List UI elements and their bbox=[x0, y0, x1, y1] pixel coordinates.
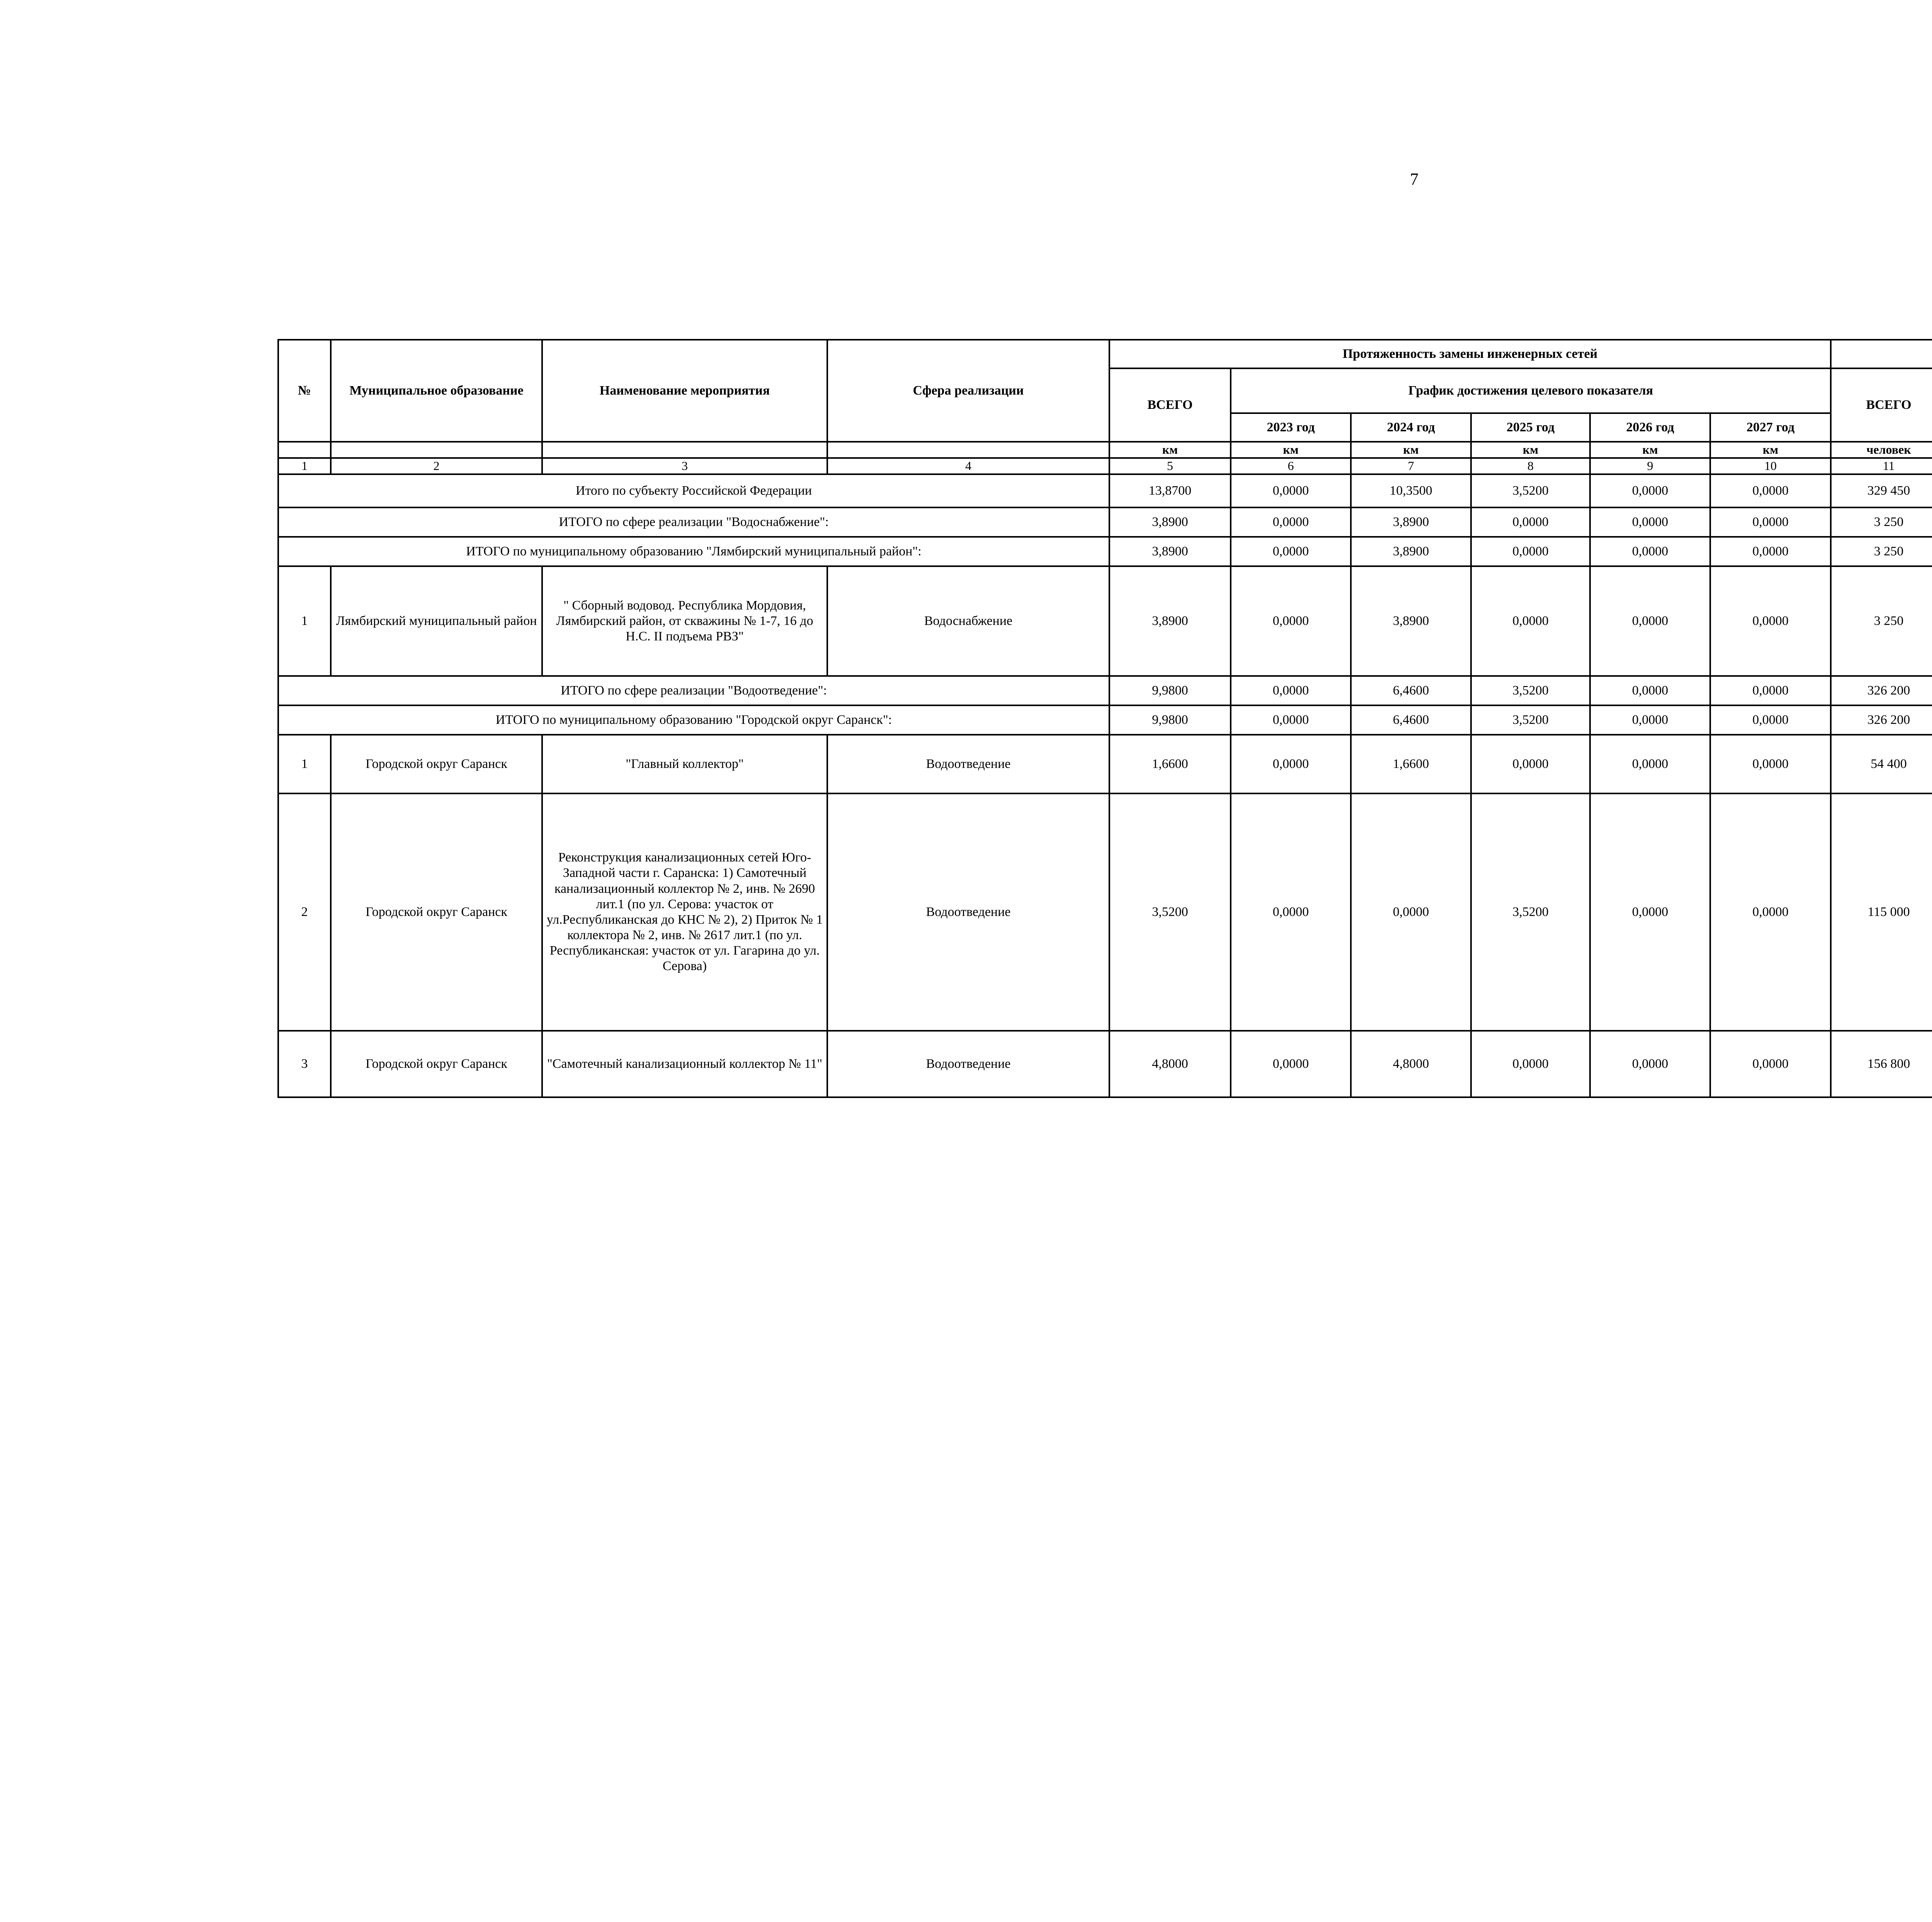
row-value: 3,8900 bbox=[1109, 537, 1231, 566]
row-value: 0,0000 bbox=[1231, 793, 1351, 1031]
unit-km: км bbox=[1231, 442, 1351, 458]
row-value: 6,4600 bbox=[1351, 705, 1471, 735]
column-number: 5 bbox=[1109, 458, 1231, 474]
row-value: 4,8000 bbox=[1109, 1031, 1231, 1097]
row-value: 0,0000 bbox=[1231, 566, 1351, 676]
row-value: 3,8900 bbox=[1109, 507, 1231, 537]
row-value: 3,5200 bbox=[1471, 474, 1590, 507]
row-value: 3 250 bbox=[1831, 566, 1932, 676]
column-number: 4 bbox=[827, 458, 1109, 474]
table-row bbox=[278, 735, 1932, 793]
row-value: 3,5200 bbox=[1471, 793, 1590, 1031]
row-municipality: Городской округ Саранск bbox=[331, 735, 542, 793]
column-number: 11 bbox=[1831, 458, 1932, 474]
row-value: 0,0000 bbox=[1231, 735, 1351, 793]
total-row-label: ИТОГО по сфере реализации "Водоснабжение": bbox=[278, 507, 1109, 537]
row-value: 0,0000 bbox=[1231, 1031, 1351, 1097]
header-year: 2024 год bbox=[1351, 413, 1471, 442]
row-value: 0,0000 bbox=[1231, 507, 1351, 537]
row-event: Реконструкция канализационных сетей Юго-Западной части г. Саранска: 1) Самотечный канализационный коллектор № 2, инв. № 2690 лит.1 (по ул. Серова: участок от ул.Республиканская до КНС № 2), 2) Приток № 1 коллектора № 2, инв. № 2617 лит.1 (по ул. Республиканская: участок от ул. Гагарина до ул. Серова) bbox=[542, 793, 827, 1031]
row-value: 0,0000 bbox=[1710, 566, 1831, 676]
row-value: 0,0000 bbox=[1710, 735, 1831, 793]
row-value: 0,0000 bbox=[1710, 537, 1831, 566]
page-number: 7 bbox=[1410, 170, 1418, 189]
row-municipality: Лямбирский муниципальный район bbox=[331, 566, 542, 676]
row-event: "Самотечный канализационный коллектор № 11" bbox=[542, 1031, 827, 1097]
total-row bbox=[278, 705, 1932, 735]
networks-table bbox=[277, 339, 1932, 1098]
row-sphere: Водоснабжение bbox=[827, 566, 1109, 676]
row-value: 3,5200 bbox=[1109, 793, 1231, 1031]
header-num: № bbox=[278, 340, 331, 442]
row-value: 0,0000 bbox=[1710, 676, 1831, 705]
row-value: 0,0000 bbox=[1590, 735, 1710, 793]
table-body bbox=[278, 474, 1932, 1097]
total-row bbox=[278, 537, 1932, 566]
row-value: 0,0000 bbox=[1351, 793, 1471, 1031]
row-value: 326 200 bbox=[1831, 676, 1932, 705]
row-value: 0,0000 bbox=[1590, 507, 1710, 537]
row-value: 0,0000 bbox=[1710, 793, 1831, 1031]
table-row bbox=[278, 566, 1932, 676]
column-number: 3 bbox=[542, 458, 827, 474]
unit-km: км bbox=[1471, 442, 1590, 458]
row-value: 115 000 bbox=[1831, 793, 1932, 1031]
row-number: 1 bbox=[278, 566, 331, 676]
row-sphere: Водоотведение bbox=[827, 735, 1109, 793]
row-value: 0,0000 bbox=[1231, 676, 1351, 705]
header-sphere: Сфера реализации bbox=[827, 340, 1109, 442]
column-number: 2 bbox=[331, 458, 542, 474]
row-value: 0,0000 bbox=[1590, 537, 1710, 566]
row-value: 0,0000 bbox=[1710, 705, 1831, 735]
header-networks-group: Протяженность замены инженерных сетей bbox=[1109, 340, 1831, 368]
column-number: 9 bbox=[1590, 458, 1710, 474]
header-schedule-km: График достижения целевого показателя bbox=[1231, 368, 1831, 413]
row-number: 3 bbox=[278, 1031, 331, 1097]
unit-km: км bbox=[1109, 442, 1231, 458]
row-number: 2 bbox=[278, 793, 331, 1031]
row-value: 0,0000 bbox=[1231, 537, 1351, 566]
unit-km: км bbox=[1351, 442, 1471, 458]
total-row-label: ИТОГО по муниципальному образованию "Городской округ Саранск": bbox=[278, 705, 1109, 735]
row-value: 0,0000 bbox=[1471, 735, 1590, 793]
row-value: 0,0000 bbox=[1590, 566, 1710, 676]
row-value: 3,8900 bbox=[1109, 566, 1231, 676]
row-value: 10,3500 bbox=[1351, 474, 1471, 507]
row-sphere: Водоотведение bbox=[827, 793, 1109, 1031]
column-number: 7 bbox=[1351, 458, 1471, 474]
header-event: Наименование мероприятия bbox=[542, 340, 827, 442]
row-value: 326 200 bbox=[1831, 705, 1932, 735]
column-number: 10 bbox=[1710, 458, 1831, 474]
column-number: 6 bbox=[1231, 458, 1351, 474]
row-value: 13,8700 bbox=[1109, 474, 1231, 507]
header-total-km: ВСЕГО bbox=[1109, 368, 1231, 442]
header-people-group bbox=[1831, 340, 1932, 368]
header-year: 2023 год bbox=[1231, 413, 1351, 442]
header-year: 2025 год bbox=[1471, 413, 1590, 442]
row-value: 0,0000 bbox=[1590, 474, 1710, 507]
unit-km: км bbox=[1590, 442, 1710, 458]
row-value: 0,0000 bbox=[1471, 537, 1590, 566]
row-value: 0,0000 bbox=[1710, 507, 1831, 537]
header-year: 2027 год bbox=[1710, 413, 1831, 442]
row-value: 0,0000 bbox=[1590, 1031, 1710, 1097]
row-value: 0,0000 bbox=[1710, 1031, 1831, 1097]
table-row bbox=[278, 1031, 1932, 1097]
row-value: 0,0000 bbox=[1471, 1031, 1590, 1097]
row-value: 3,8900 bbox=[1351, 537, 1471, 566]
row-sphere: Водоотведение bbox=[827, 1031, 1109, 1097]
row-value: 1,6600 bbox=[1351, 735, 1471, 793]
row-value: 3,5200 bbox=[1471, 676, 1590, 705]
row-value: 156 800 bbox=[1831, 1031, 1932, 1097]
header-year: 2026 год bbox=[1590, 413, 1710, 442]
row-event: " Сборный водовод. Республика Мордовия, Лямбирский район, от скважины № 1-7, 16 до Н.С. II подъема РВЗ" bbox=[542, 566, 827, 676]
row-value: 3,8900 bbox=[1351, 507, 1471, 537]
row-value: 0,0000 bbox=[1590, 676, 1710, 705]
row-event: "Главный коллектор" bbox=[542, 735, 827, 793]
row-value: 0,0000 bbox=[1231, 474, 1351, 507]
row-municipality: Городской округ Саранск bbox=[331, 1031, 542, 1097]
unit-cell bbox=[827, 442, 1109, 458]
row-value: 9,9800 bbox=[1109, 705, 1231, 735]
header-total-people: ВСЕГО bbox=[1831, 368, 1932, 442]
row-value: 0,0000 bbox=[1471, 507, 1590, 537]
row-value: 0,0000 bbox=[1231, 705, 1351, 735]
unit-cell bbox=[331, 442, 542, 458]
total-row bbox=[278, 474, 1932, 507]
row-value: 0,0000 bbox=[1590, 705, 1710, 735]
total-row-label: ИТОГО по муниципальному образованию "Лямбирский муниципальный район": bbox=[278, 537, 1109, 566]
row-value: 3 250 bbox=[1831, 537, 1932, 566]
row-value: 4,8000 bbox=[1351, 1031, 1471, 1097]
row-value: 0,0000 bbox=[1590, 793, 1710, 1031]
row-value: 0,0000 bbox=[1471, 566, 1590, 676]
row-municipality: Городской округ Саранск bbox=[331, 793, 542, 1031]
row-value: 3 250 bbox=[1831, 507, 1932, 537]
column-number: 1 bbox=[278, 458, 331, 474]
total-row-label: Итого по субъекту Российской Федерации bbox=[278, 474, 1109, 507]
row-value: 3,5200 bbox=[1471, 705, 1590, 735]
row-value: 0,0000 bbox=[1710, 474, 1831, 507]
unit-people: человек bbox=[1831, 442, 1932, 458]
total-row-label: ИТОГО по сфере реализации "Водоотведение": bbox=[278, 676, 1109, 705]
row-number: 1 bbox=[278, 735, 331, 793]
row-value: 1,6600 bbox=[1109, 735, 1231, 793]
column-number: 8 bbox=[1471, 458, 1590, 474]
row-value: 54 400 bbox=[1831, 735, 1932, 793]
row-value: 3,8900 bbox=[1351, 566, 1471, 676]
table-row bbox=[278, 793, 1932, 1031]
unit-cell bbox=[542, 442, 827, 458]
unit-cell bbox=[278, 442, 331, 458]
row-value: 6,4600 bbox=[1351, 676, 1471, 705]
unit-km: км bbox=[1710, 442, 1831, 458]
row-value: 9,9800 bbox=[1109, 676, 1231, 705]
total-row bbox=[278, 507, 1932, 537]
total-row bbox=[278, 676, 1932, 705]
header-municipality: Муниципальное образование bbox=[331, 340, 542, 442]
row-value: 329 450 bbox=[1831, 474, 1932, 507]
